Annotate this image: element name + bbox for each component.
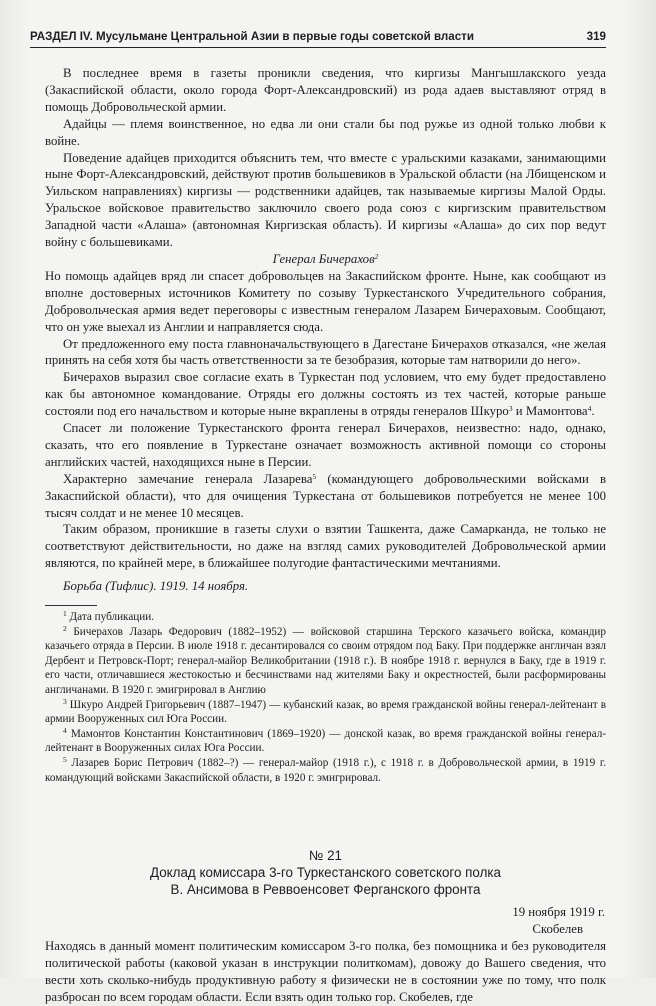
paragraph: Бичерахов выразил свое согласие ехать в Туркестан под условием, что ему будет предоставлено как бы автономное командование. Отряды его должны состоять из тех частей, которые раньше состояли под его начальством и которые ныне вкраплены в отряды генералов Шкуро$^3$ и Мамонтова$^4$. bbox=[45, 370, 606, 419]
document-title-line: В. Ансимова в Реввоенсовет Ферганского фронта bbox=[170, 882, 481, 898]
paragraph: Спасет ли положение Туркестанского фронта генерал Бичерахов, неизвестно: надо, однако, сказать, что его появление в Туркестане означает возможность активной помощи со стороны английских частей, находящихся ныне в Персии. bbox=[45, 421, 606, 469]
footnote: $^2$ Бичерахов Лазарь Федорович (1882–1952) — войсковой старшина Терского казачьего войска, командир казачьего отряда в Персии. В июле 1918 г. десантировался со своим отрядом под Баку. При поддержке англичан взял Дербент и Петровск-Порт; генерал-майор Великобритании (1918 г.). В ноябре 1918 г. вернулся в Баку, где в 1919 г. его части, отличавшиеся жестокостью и бесчинствами над жителями Баку и окрестностей, были расформированы англичанами. В 1920 г. эмигрировал в Англию bbox=[45, 623, 607, 697]
footnote: $^4$ Мамонтов Константин Константинович (1869–1920) — донской казак, во время гражданской войны генерал-лейтенант в Вооруженных силах Юга России. bbox=[45, 725, 607, 755]
footnote: $^1$ Дата публикации. bbox=[63, 609, 155, 624]
footnote-ref[interactable]: 5 bbox=[312, 471, 317, 481]
paragraph: Характерно замечание генерала Лазарева$^5$ (командующего добровольческими войсками в Закаспийской области), что для очищения Туркестана от большевиков потребуется не менее 100 тысяч солдат и не менее 10 месяцев. bbox=[45, 471, 606, 520]
running-header bbox=[30, 30, 606, 48]
footnote-divider bbox=[45, 605, 97, 606]
footnote-ref[interactable]: 4 bbox=[587, 404, 592, 414]
page-number: 319 bbox=[586, 30, 606, 43]
document-place: Скобелев bbox=[532, 922, 583, 937]
footnotes bbox=[45, 610, 606, 785]
footnote: $^3$ Шкуро Андрей Григорьевич (1887–1947) — кубанский казак, во время гражданской войны генерал-лейтенант в армии Вооруженных сил Юга России. bbox=[45, 696, 606, 726]
document-number: № 21 bbox=[309, 848, 342, 864]
paragraph: Адайцы — племя воинственное, но едва ли они стали бы под ружье из одной только любви к войне. bbox=[45, 116, 606, 148]
paragraph: Находясь в данный момент политическим комиссаром 3-го полка, без помощника и без руководителя политической работы (каковой указан в инструкции политкомам), довожу до Вашего сведения, что вести хоть сколько-нибудь продуктивную работу я физически не в состоянии уже по тому, что полк разбросан по всем городам области. Если взять один только гор. Скобелев, где bbox=[45, 939, 606, 1004]
article-subheading: Генерал Бичерахов$^2$ bbox=[272, 251, 379, 266]
paragraph: В последнее время в газеты проникли сведения, что киргизы Мангышлакского уезда (Закаспийской области, около города Форт-Александровский) из рода адаев выставляют отряд в помощь Добровольческой армии. bbox=[45, 66, 606, 114]
document-date: 19 ноября 1919 г. bbox=[512, 905, 605, 920]
paragraph: От предложенного ему поста главноначальствующего в Дагестане Бичерахов отказался, «не желая принять на себя хотя бы часть ответственности за те безобразия, которые там натворили до него». bbox=[45, 336, 606, 368]
document-heading bbox=[45, 847, 606, 898]
footnote: $^5$ Лазарев Борис Петрович (1882–?) — генерал-майор (1918 г.), с 1918 г. в Добровольческой армии, в 1919 г. командующий войсками Закаспийской области, в 1920 г. эмигрировал. bbox=[45, 755, 607, 784]
footnote-ref[interactable]: 2 bbox=[374, 251, 379, 261]
paragraph: Но помощь адайцев вряд ли спасет добровольцев на Закаспийском фронте. Ныне, как сообщают из вполне достоверных источников Комитету по созыву Туркестанского Учредительного собрания, Добровольческая армия ведет переговоры с известным генералом Лазарем Бичераховым. Сообщают, что он уже выехал из Англии и направляется сюда. bbox=[45, 268, 606, 334]
footnote-ref[interactable]: 3 bbox=[508, 404, 513, 414]
source-citation: Борьба (Тифлис). 1919. 14 ноября. bbox=[63, 579, 249, 594]
document-title-line: Доклад комиссара 3-го Туркестанского советского полка bbox=[150, 865, 501, 881]
section-title: РАЗДЕЛ IV. Мусульмане Центральной Азии в первые годы советской власти bbox=[30, 30, 474, 43]
page-content bbox=[45, 65, 606, 1006]
paragraph: Таким образом, проникшие в газеты слухи о взятии Ташкента, даже Самарканда, не только не соответствуют действительности, но даже на взгляд самих руководителей Добровольческой армии являются, по крайней мере, в ближайшее полугодие фантастическими мечтаниями. bbox=[45, 522, 606, 571]
paragraph: Поведение адайцев приходится объяснить тем, что вместе с уральскими казаками, занимающими ныне Форт-Александровский, действуют против большевиков в Уральской области (на Лбищенском и Уильском направлениях) киргизы — родственники адайцев, так называемые киргизы Малой Орды. Уральское войсковое правительство заключило своего рода союз с киргизским правительством Западной части «Алаша» (автономная Киргизская область). И киргизы «Алаша» до сих пор ведут войну с большевиками. bbox=[45, 150, 606, 250]
